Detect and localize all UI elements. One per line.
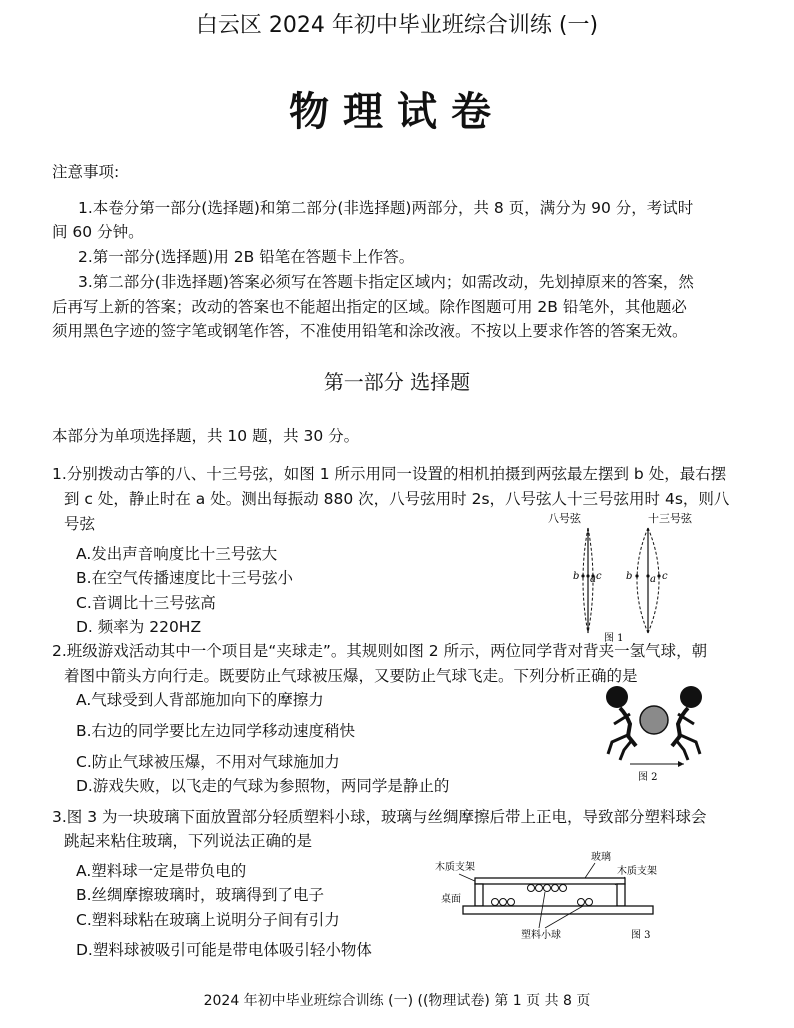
q1-line-3: 号弦 — [64, 515, 96, 533]
fig3-desk — [463, 906, 653, 914]
notice-line-1: 1.本卷分第一部分(选择题)和第二部分(非选择题)两部分，共 8 页，满分为 90 分，考试时 — [78, 199, 694, 217]
fig1-a-8: a — [590, 574, 596, 585]
q1-line-2: 到 c 处，静止时在 a 处。测出每振动 880 次，八号弦用时 2s，八号弦人十三号弦用时 4s，则八 — [64, 490, 730, 508]
q2-option-c: C.防止气球被压爆，不用对气球施加力 — [76, 753, 340, 771]
q2-option-d: D.游戏失败，以飞走的气球为参照物，两同学是静止的 — [76, 777, 450, 795]
fig1-label-string-8: 八号弦 — [548, 512, 581, 525]
q1-option-c: C.音调比十三号弦高 — [76, 594, 216, 612]
q1-line-1: 1.分别拨动古筝的八、十三号弦，如图 1 所示用同一设置的相机拍摄到两弦最左摆到 b 处，最右摆 — [52, 465, 727, 483]
q3-line-2: 跳起来粘住玻璃，下列说法正确的是 — [64, 832, 313, 850]
page-footer: 2024 年初中毕业班综合训练 (一) ((物理试卷) 第 1 页 共 8 页 — [203, 993, 591, 1009]
fig2-left-head — [606, 686, 628, 708]
notice-heading: 注意事项: — [52, 163, 120, 181]
notice-line-6: 须用黑色字迹的签字笔或钢笔作答，不准使用铅笔和涂改液。不按以上要求作答的答案无效。 — [52, 322, 688, 340]
notice-line-5: 后再写上新的答案；改动的答案也不能超出指定的区域。除作图题可用 2B 铅笔外，其他题必 — [52, 298, 687, 316]
fig3-glass-plate — [475, 878, 625, 884]
q2-option-b: B.右边的同学要比左边同学移动速度稍快 — [76, 722, 356, 740]
fig3-label-wood-left: 木质支架 — [435, 862, 475, 873]
q2-line-2: 着图中箭头方向行走。既要防止气球被压爆，又要防止气球飞走。下列分析正确的是 — [64, 667, 638, 685]
q2-line-1: 2.班级游戏活动其中一个项目是“夹球走”。其规则如图 2 所示，两位同学背对背夹一氢气球，朝 — [52, 642, 708, 660]
fig3-label-glass: 玻璃 — [591, 852, 611, 863]
fig3-label-desk: 桌面 — [441, 894, 461, 905]
q3-option-c: C.塑料球粘在玻璃上说明分子间有引力 — [76, 911, 340, 929]
notice-line-3: 2.第一部分(选择题)用 2B 铅笔在答题卡上作答。 — [78, 248, 415, 266]
q1-option-b: B.在空气传播速度比十三号弦小 — [76, 569, 294, 587]
section-title: 第一部分 选择题 — [323, 370, 471, 394]
fig1-label-string-13: 十三号弦 — [648, 512, 692, 525]
fig1-string-13-left — [637, 528, 648, 633]
fig2-caption: 图 2 — [638, 772, 658, 783]
q3-option-b: B.丝绸摩擦玻璃时，玻璃得到了电子 — [76, 886, 325, 904]
fig3-right-support — [617, 884, 625, 906]
exam-header: 白云区 2024 年初中毕业班综合训练 (一) — [195, 13, 599, 38]
q1-option-a: A.发出声音响度比十三号弦大 — [76, 545, 278, 563]
q3-option-a: A.塑料球一定是带负电的 — [76, 862, 247, 880]
q3-option-d: D.塑料球被吸引可能是带电体吸引轻小物体 — [76, 941, 372, 959]
figure-1-strings — [540, 508, 710, 644]
fig2-balloon — [640, 706, 668, 734]
fig2-right-head — [680, 686, 702, 708]
fig3-label-balls: 塑料小球 — [521, 930, 561, 940]
fig1-c-8: c — [596, 571, 602, 582]
fig1-b-13: b — [626, 571, 633, 582]
fig1-string-8-left — [583, 528, 588, 633]
fig3-caption: 图 3 — [631, 930, 651, 940]
q3-line-1: 3.图 3 为一块玻璃下面放置部分轻质塑料小球，玻璃与丝绸摩擦后带上正电，导致部分塑料球会 — [52, 808, 707, 826]
figure-3-glass-balls — [435, 850, 660, 940]
fig1-caption: 图 1 — [604, 633, 624, 644]
fig1-a-13: a — [650, 574, 656, 585]
fig3-left-support — [475, 884, 483, 906]
q1-option-d: D. 频率为 220HZ — [76, 618, 202, 636]
fig3-label-wood-right: 木质支架 — [617, 866, 657, 877]
section-intro: 本部分为单项选择题，共 10 题，共 30 分。 — [52, 427, 360, 445]
notice-line-2: 间 60 分钟。 — [52, 223, 144, 241]
notice-line-4: 3.第二部分(非选择题)答案必须写在答题卡指定区域内；如需改动，先划掉原来的答案，然 — [78, 273, 694, 291]
q2-option-a: A.气球受到人背部施加向下的摩擦力 — [76, 691, 324, 709]
fig2-arrow-head — [678, 761, 684, 767]
fig1-b-8: b — [573, 571, 580, 582]
exam-title: 物理试卷 — [289, 89, 505, 135]
fig1-c-13: c — [662, 571, 668, 582]
figure-2-balloon-game — [600, 684, 710, 784]
